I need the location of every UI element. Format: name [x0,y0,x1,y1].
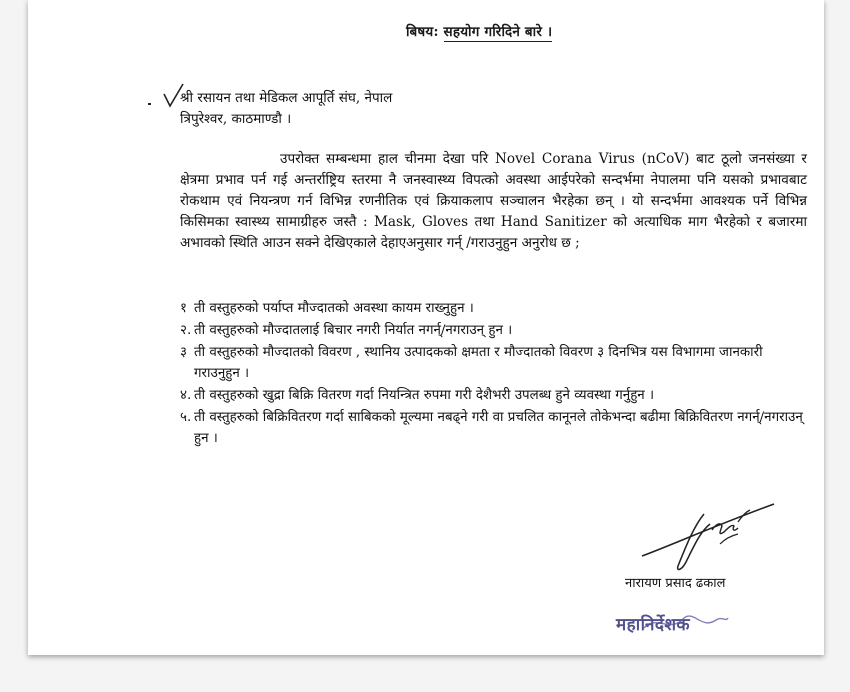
list-item-text: ती वस्तुहरुको खुद्रा बिक्रि वितरण गर्दा नियन्त्रित रुपमा गरी देशैभरी उपलब्ध हुने व्यवस्था गर्नुहुन । [194,388,655,403]
signer-name: नारायण प्रसाद ढकाल [625,576,726,591]
list-item [180,407,810,449]
subject-label: बिषय: [406,24,439,40]
list-item [180,298,810,319]
letter-page [28,0,824,655]
list-item-text: ती वस्तुहरुको मौज्दातलाई बिचार नगरी निर्यात नगर्न्/नगराउन् हुन । [194,323,513,338]
request-list [180,298,810,450]
list-item [180,342,810,384]
list-item-text: ती वस्तुहरुको पर्याप्त मौज्दातको अवस्था कायम राख्नुहुन । [194,301,474,316]
addressee-block [180,88,392,130]
list-item [180,320,810,341]
list-item-number: ३ [180,345,187,360]
stamp-scribble-icon [640,608,730,638]
list-item-number: ४. [180,388,192,403]
list-item-number: ५. [180,410,192,425]
list-item [180,385,810,406]
list-item-text: ती वस्तुहरुको बिक्रिवितरण गर्दा साबिकको मूल्यमा नबढ्ने गरी वा प्रचलित कानूनले तोकेभन्दा बढीमा बिक्रिवितरण नगर्न्/नगराउन् हुन । [194,410,803,446]
list-item-number: १ [180,301,187,316]
subject-text: सहयोग गरिदिने बारे । [443,24,553,40]
letter-subject [406,22,552,40]
addressee-line-2: त्रिपुरेश्वर, काठमाण्डौ । [180,111,292,127]
body-paragraph: उपरोक्त सम्बन्धमा हाल चीनमा देखा परि Novel Corana Virus (nCoV) बाट ठूलो जनसंख्या र क्षेत्रमा प्रभाव पर्न गई अन्तर्राष्ट्रिय स्तरमा नै जनस्वास्थ्य विपत्को अवस्था आईपरेको सन्दर्भमा नेपालमा पनि यसको प्रभावबाट रोकथाम एवं नियन्त्रण गर्न विभिन्न रणनीतिक एवं क्रियाकलाप सञ्चालन भैरहेका छन् । यो सन्दर्भमा आवश्यक पर्ने विभिन्न किसिमका स्वास्थ्य सामाग्रीहरु जस्तै : Mask, Gloves तथा Hand Sanitizer को अत्याधिक माग भैरहेको र बजारमा अभावको स्थिति आउन सक्ने देखिएकाले देहाएअनुसार गर्न् /गराउनुहुन अनुरोध छ ; [180,151,807,251]
designation-stamp: महानिर्देशक [616,615,691,635]
signature-icon [634,496,784,576]
list-item-text: ती वस्तुहरुको मौज्दातको विवरण , स्थानिय उत्पादकको क्षमता र मौज्दातको विवरण ३ दिनभित्र यस विभागमा जानकारी गराउनुहुन । [194,345,763,381]
list-item-number: २. [180,323,192,338]
addressee-line-1: श्री रसायन तथा मेडिकल आपूर्ति संघ, नेपाल [180,90,393,106]
